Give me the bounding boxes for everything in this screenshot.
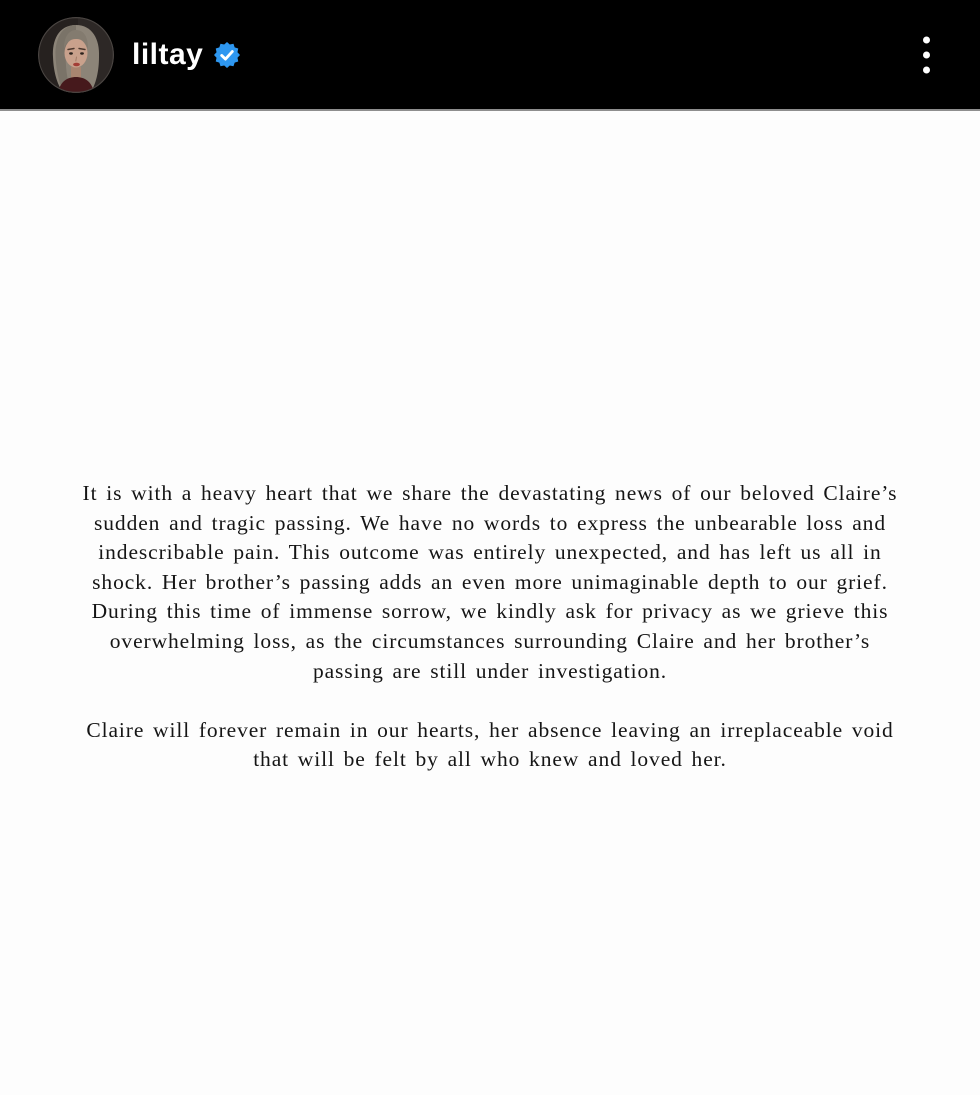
avatar-photo bbox=[38, 17, 114, 93]
statement-line: indescribable pain. This outcome was entirely unexpected, and has left us all in bbox=[98, 540, 882, 565]
statement-text bbox=[30, 479, 950, 775]
statement-paragraph-1 bbox=[30, 479, 950, 686]
post-media bbox=[0, 111, 980, 775]
username[interactable]: liltay bbox=[132, 37, 204, 71]
menu-dot bbox=[923, 36, 930, 43]
statement-line: shock. Her brother’s passing adds an even more unimaginable depth to our grief. bbox=[92, 569, 888, 594]
statement-line: During this time of immense sorrow, we kindly ask for privacy as we grieve this bbox=[91, 599, 889, 624]
statement-line: passing are still under investigation. bbox=[312, 658, 668, 683]
statement-line: It is with a heavy heart that we share the devastating news of our beloved Claire’s bbox=[82, 481, 898, 505]
statement-line: overwhelming loss, as the circumstances surrounding Claire and her brother’s bbox=[109, 628, 871, 653]
menu-dot bbox=[923, 66, 930, 73]
post-header bbox=[0, 0, 980, 111]
verified-badge-icon bbox=[214, 42, 240, 68]
statement-line: that will be felt by all who knew and loved her. bbox=[253, 747, 727, 772]
statement-paragraph-2 bbox=[30, 716, 950, 775]
statement-line: sudden and tragic passing. We have no words to express the unbearable loss and bbox=[94, 510, 886, 535]
avatar[interactable] bbox=[38, 17, 114, 93]
menu-dot bbox=[923, 51, 930, 58]
kebab-menu-icon[interactable] bbox=[909, 26, 944, 83]
statement-line: Claire will forever remain in our hearts, her absence leaving an irreplaceable void bbox=[86, 717, 894, 742]
